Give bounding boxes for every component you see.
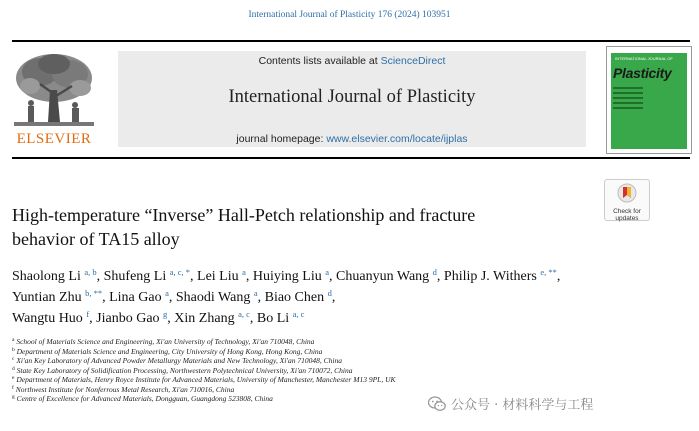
affiliation-text: State Key Laboratory of Solidification Processing, Northwestern Polytechnical University, Xi'an 710072, China: [14, 365, 353, 375]
homepage-prefix: journal homepage:: [236, 133, 327, 145]
article-title-line2: behavior of TA15 alloy: [12, 229, 180, 249]
author-affiliation-marker[interactable]: e, **: [540, 267, 557, 277]
author-affiliation-marker[interactable]: a: [325, 267, 330, 277]
affiliation-label: b: [12, 346, 15, 353]
check-for-updates-button[interactable]: [604, 179, 650, 221]
author-entry: Shaodi Wang $^a$,: [175, 288, 265, 305]
author-entry: Lei Liu $^a$,: [197, 267, 253, 284]
check-updates-line1: Check for: [613, 208, 641, 215]
check-updates-line2: updates: [615, 215, 639, 222]
wechat-watermark: [428, 394, 593, 413]
affiliation-item: [12, 356, 612, 366]
author-entry: Jianbo Gao $^g$,: [96, 309, 175, 326]
affiliation-item: [12, 366, 612, 376]
elsevier-wordmark: ELSEVIER: [16, 131, 92, 147]
author-affiliation-marker[interactable]: a: [165, 288, 169, 298]
author-affiliation-marker[interactable]: a, b: [84, 267, 97, 277]
author-affiliation-marker[interactable]: a, c: [292, 309, 305, 319]
cover-decorative-lines: [613, 87, 643, 112]
author-name[interactable]: Shufeng Li: [103, 269, 167, 284]
author-affiliation-marker[interactable]: a, c: [238, 309, 250, 319]
author-affiliation-marker[interactable]: d: [327, 288, 332, 298]
affiliation-label: d: [12, 365, 15, 372]
author-name[interactable]: Philip J. Withers: [443, 269, 537, 284]
author-name[interactable]: Lina Gao: [109, 290, 162, 305]
affiliation-item: [12, 347, 612, 357]
article-title: [12, 203, 592, 251]
cover-small-text: INTERNATIONAL JOURNAL OF: [615, 56, 673, 61]
author-affiliation-marker[interactable]: a: [242, 267, 246, 277]
affiliation-label: g: [12, 394, 15, 400]
author-entry: Huiying Liu $^a$,: [252, 267, 337, 284]
wechat-icon: [428, 396, 446, 412]
masthead-bottom-rule: [12, 157, 690, 159]
author-name[interactable]: Chuanyun Wang: [336, 269, 430, 284]
affiliation-text: Centre of Excellence for Advanced Materials, Dongguan, Guangdong 523808, China: [14, 394, 273, 403]
masthead-center-panel: [118, 51, 586, 147]
author-entry: Lina Gao $^a$,: [109, 288, 176, 305]
author-name[interactable]: Shaodi Wang: [175, 290, 251, 305]
author-name[interactable]: Jianbo Gao: [96, 311, 160, 326]
author-entry: Yuntian Zhu $^{b, **}$,: [12, 288, 110, 305]
author-affiliation-marker[interactable]: g: [163, 309, 168, 319]
author-list: [12, 266, 597, 329]
contents-available-line: [118, 55, 586, 67]
author-name[interactable]: Biao Chen: [264, 290, 325, 305]
author-affiliation-marker[interactable]: d: [432, 267, 437, 277]
affiliation-text: Northwest Institute for Nonferrous Metal Research, Xi'an 710016, China: [13, 384, 235, 394]
elsevier-logo[interactable]: [10, 50, 98, 148]
author-name[interactable]: Huiying Liu: [252, 269, 322, 284]
author-name[interactable]: Shaolong Li: [12, 269, 81, 284]
journal-homepage-line: [118, 133, 586, 145]
affiliation-label: c: [12, 356, 15, 362]
affiliation-label: e: [12, 375, 15, 381]
affiliation-item: [12, 337, 612, 347]
affiliation-text: Department of Materials, Henry Royce Institute for Advanced Materials, University of Manchester, Manchester M13 9PL, UK: [14, 375, 396, 384]
check-updates-icon: [617, 183, 637, 203]
affiliation-text: Xi'an Key Laboratory of Advanced Powder Metallurgy Materials and New Technology, Xi'an 710048, China: [14, 356, 342, 365]
affiliation-text: School of Materials Science and Engineering, Xi'an University of Technology, Xi'an 710048, China: [14, 337, 315, 346]
author-entry: Philip J. Withers $^{e, **}$,: [443, 267, 561, 284]
contents-prefix: Contents lists available at: [258, 55, 381, 67]
author-entry: [257, 311, 305, 326]
watermark-text: 公众号 · 材料科学与工程: [451, 398, 594, 413]
author-affiliation-marker[interactable]: b, **: [85, 288, 103, 298]
cover-title: Plasticity: [613, 65, 672, 81]
author-name[interactable]: Lei Liu: [197, 269, 239, 284]
author-affiliation-marker[interactable]: a: [253, 288, 258, 298]
masthead-top-rule: [12, 40, 690, 42]
author-entry: Xin Zhang $^{a, c}$,: [174, 309, 257, 326]
author-name[interactable]: Bo Li: [256, 311, 290, 326]
journal-cover-thumbnail[interactable]: [606, 46, 692, 154]
author-name[interactable]: Wangtu Huo: [12, 311, 83, 326]
author-affiliation-marker[interactable]: a, c, *: [169, 267, 191, 277]
affiliation-item: [12, 375, 612, 385]
author-entry: Chuanyun Wang $^d$,: [336, 267, 444, 284]
sciencedirect-link[interactable]: ScienceDirect: [380, 55, 446, 67]
affiliation-label: f: [12, 384, 14, 391]
author-name[interactable]: Xin Zhang: [174, 311, 235, 326]
affiliation-label: a: [12, 337, 15, 343]
author-entry: Shaolong Li $^{a, b}$,: [12, 267, 104, 284]
author-entry: Wangtu Huo $^f$,: [12, 309, 97, 326]
check-updates-label: [605, 208, 649, 222]
author-name[interactable]: Yuntian Zhu: [12, 290, 82, 305]
journal-homepage-link[interactable]: www.elsevier.com/locate/ijplas: [326, 133, 468, 145]
article-title-line1: High-temperature “Inverse” Hall-Petch relationship and fracture: [12, 205, 476, 225]
journal-title: International Journal of Plasticity: [228, 87, 476, 107]
author-affiliation-marker[interactable]: f: [86, 309, 90, 319]
elsevier-tree-icon: [10, 50, 98, 130]
author-entry: Shufeng Li $^{a, c, *}$,: [103, 267, 198, 284]
affiliation-text: Department of Materials Science and Engineering, City University of Hong Kong, Hong Kong, China: [14, 346, 323, 356]
affiliation-item: [12, 385, 612, 395]
journal-reference[interactable]: International Journal of Plasticity 176 (2024) 103951: [248, 10, 451, 20]
author-entry: Biao Chen $^d$,: [264, 288, 336, 305]
